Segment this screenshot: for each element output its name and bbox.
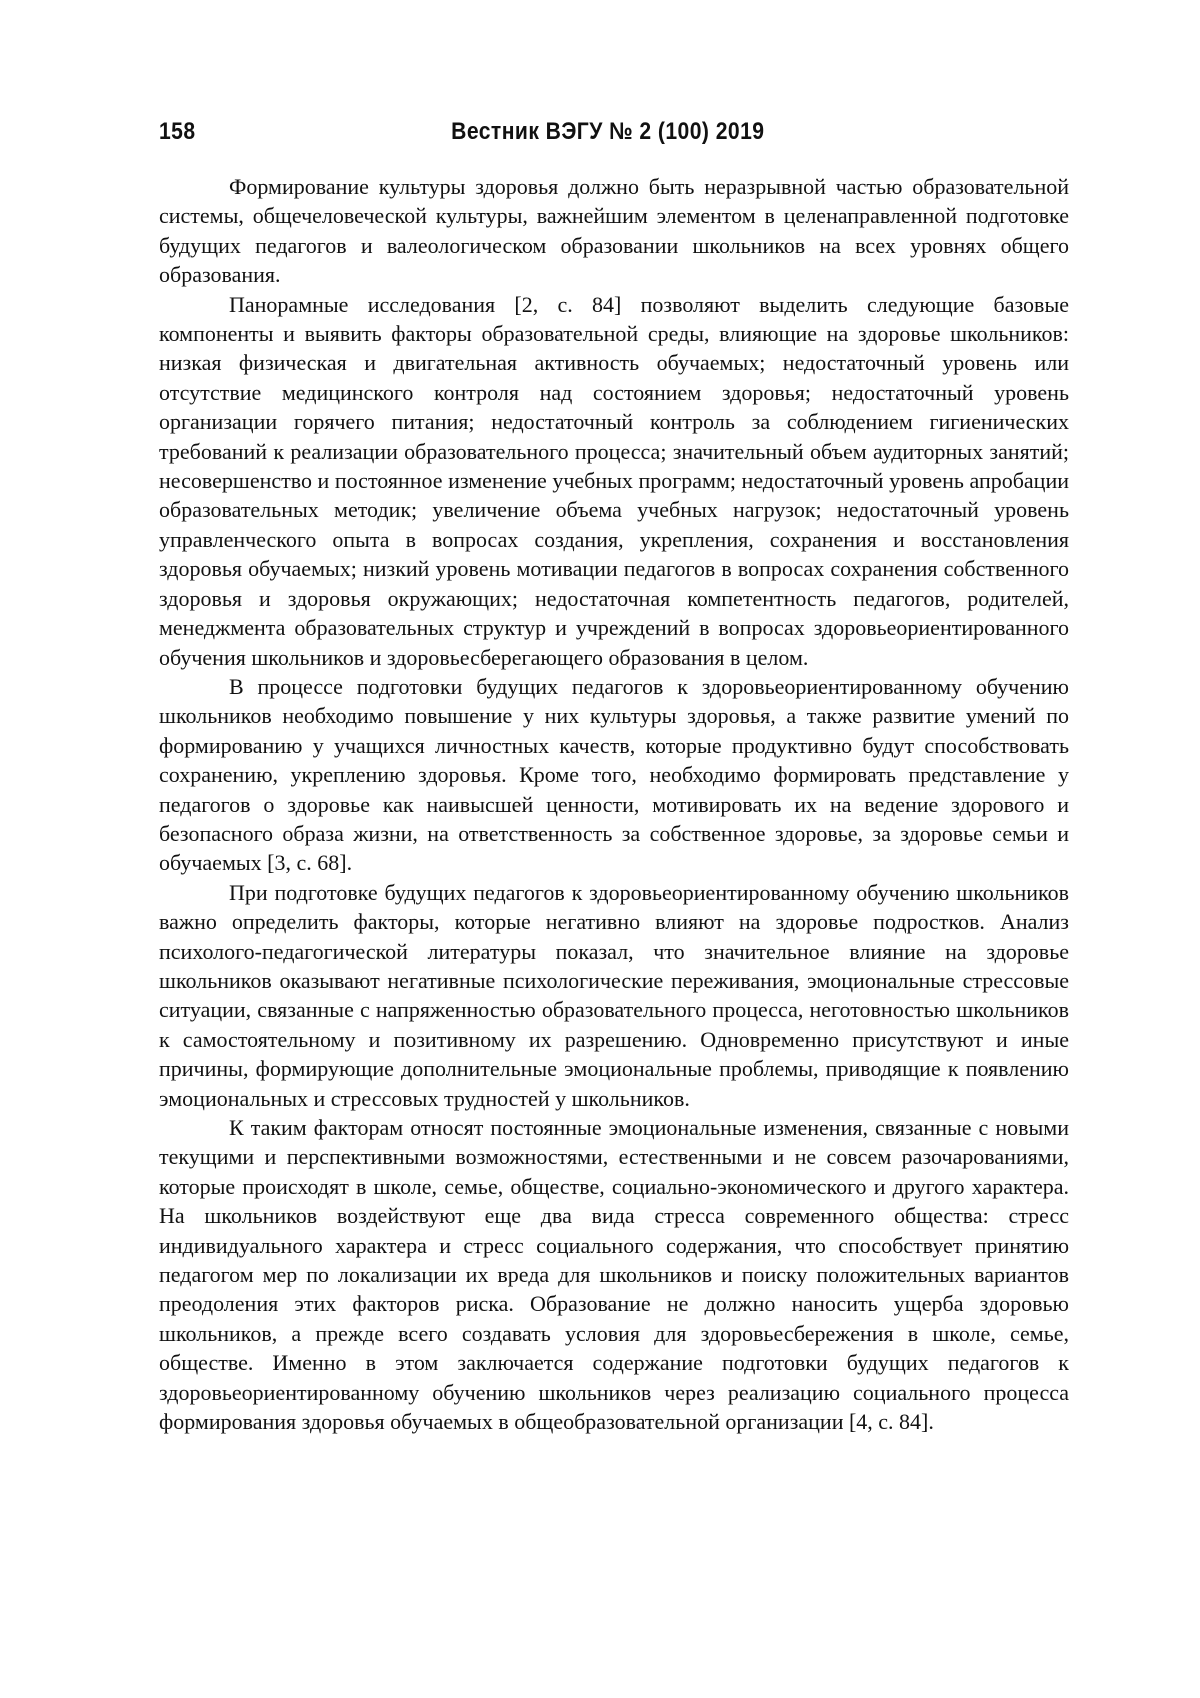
paragraph-risk-factors: Панорамные исследования [2, с. 84] позволяют выделить следующие базовые компоненты и выявить факторы образовательной среды, влияющие на здоровье школьников: низкая физическая и двигательная активность обучаемых; недостаточный уровень или отсутствие медицинского контроля над состоянием здоровья; недостаточный уровень организации горячего питания; недостаточный контроль за соблюдением гигиенических требований к реализации образовательного процесса; значительный объем аудиторных занятий; несовершенство и постоянное изменение учебных программ; недостаточный уровень апробации образовательных методик; увеличение объема учебных нагрузок; недостаточный уровень управленческого опыта в вопросах создания, укрепления, сохранения и восстановления здоровья обучаемых; низкий уровень мотивации педагогов в вопросах сохранения собственного здоровья и здоровья окружающих; недостаточная компетентность педагогов, родителей, менеджмента образовательных структур и учреждений в вопросах здоровьеориентированного обучения школьников и здоровьесберегающего образования в целом.	[159, 291, 1069, 670]
paragraph-health-culture: Формирование культуры здоровья должно быть неразрывной частью образовательной системы, общечеловеческой культуры, важнейшим элементом в целенаправленной подготовке будущих педагогов и валеологическом образовании школьников на всех уровнях общего образования.	[159, 174, 1069, 288]
paragraph-teacher-training: В процессе подготовки будущих педагогов к здоровьеориентированному обучению школьников необходимо повышение у них культуры здоровья, а также развитие умений по формированию у учащихся личностных качеств, которые продуктивно будут способствовать сохранению, укреплению здоровья. Кроме того, необходимо формировать представление у педагогов о здоровье как наивысшей ценности, мотивировать их на ведение здорового и безопасного образа жизни, на ответственность за собственное здоровье, за здоровье семьи и обучаемых [3, с. 68].	[159, 673, 1069, 876]
journal-title: Вестник ВЭГУ № 2 (100) 2019	[451, 118, 765, 145]
paragraph-negative-factors: При подготовке будущих педагогов к здоровьеориентированному обучению школьников важно определить факторы, которые негативно влияют на здоровье подростков. Анализ психолого-педагогической литературы показал, что значительное влияние на здоровье школьников оказывают негативные психологические переживания, эмоциональные стрессовые ситуации, связанные с напряженностью образовательного процесса, неготовностью школьников к самостоятельному и позитивному их разрешению. Одновременно присутствуют и иные причины, формирующие дополнительные эмоциональные проблемы, приводящие к появлению эмоциональных и стрессовых трудностей у школьников.	[159, 879, 1069, 1111]
page-number: 158	[159, 118, 196, 145]
paragraph-stress-factors: К таким факторам относят постоянные эмоциональные изменения, связанные с новыми текущими и перспективными возможностями, естественными и не совсем разочарованиями, которые происходят в школе, семье, обществе, социально-экономического и другого характера. На школьников воздействуют еще два вида стресса современного общества: стресс индивидуального характера и стресс социального содержания, что способствует принятию педагогом мер по локализации их вреда для школьников и поиску положительных вариантов преодоления этих факторов риска. Образование не должно наносить ущерба здоровью школьников, а прежде всего создавать условия для здоровьесбережения в школе, семье, обществе. Именно в этом заключается содержание подготовки будущих педагогов к здоровьеориентированному обучению школьников через реализацию социального процесса формирования здоровья обучаемых в общеобразовательной организации [4, с. 84].	[159, 1115, 1069, 1435]
article-body	[159, 172, 1069, 1436]
running-header	[159, 114, 949, 150]
